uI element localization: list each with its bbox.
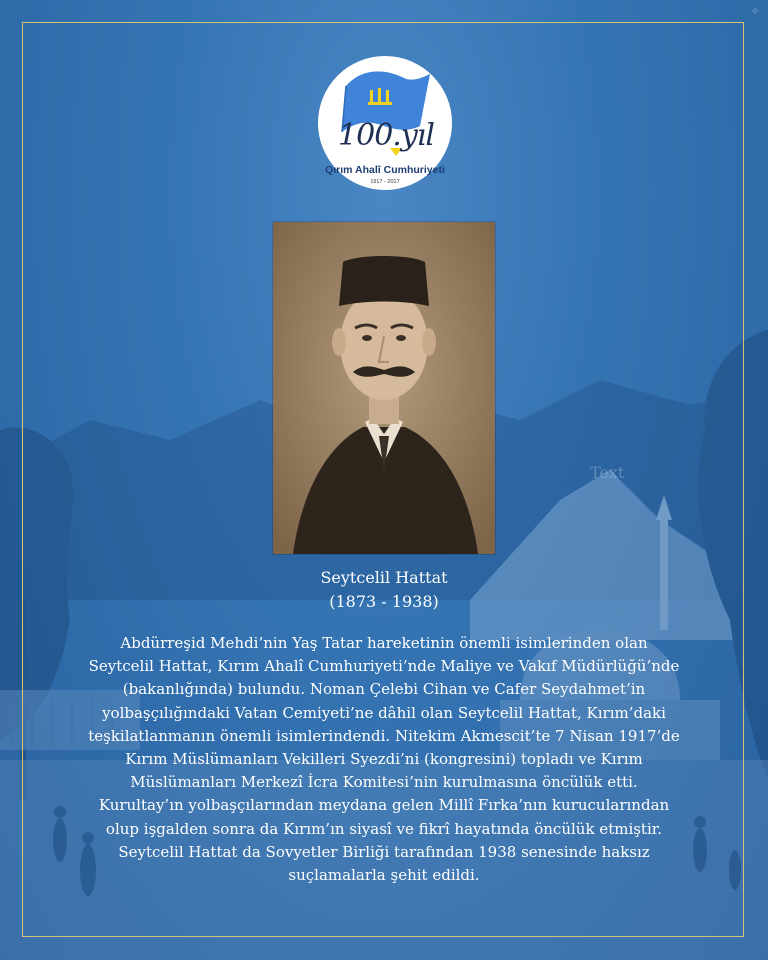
portrait-photo [273, 222, 495, 554]
corner-ornament-icon: ✧ [749, 4, 761, 18]
bio-line: Seytcelil Hattat, Kırım Ahalî Cumhuriyeti’nde Maliye ve Vakıf Müdürlüğü’nde [88, 657, 680, 676]
person-years: (1873 - 1938) [329, 592, 439, 611]
bio-line: Kurultay’ın yolbaşçılarından meydana gelen Millî Fırka’nın kurucularından [98, 796, 670, 815]
bio-line: Abdürreşid Mehdi’nin Yaş Tatar hareketinin önemli isimlerinden olan [120, 634, 648, 652]
biography-text [40, 632, 728, 887]
logo-name: Qırım Ahalî Cumhuriyeti [325, 164, 445, 176]
person-name: Seytcelil Hattat [320, 568, 448, 587]
bio-line: Seytcelil Hattat da Sovyetler Birliği tarafından 1938 senesinde haksız [118, 842, 650, 861]
bio-line: teşkilatlanmanın önemli isimlerindendi. Nitekim Akmescit’te 7 Nisan 1917’de [88, 726, 680, 745]
bio-line: Müslümanları Merkezî İcra Komitesi’nin kurulmasına öncülük etti. [130, 773, 638, 792]
bio-line: Kırım Müslümanları Vekilleri Syezdi’ni (kongresini) topladı ve Kırım [125, 750, 643, 769]
portrait-photo-icon [273, 222, 495, 554]
bio-line: yolbaşçılığındaki Vatan Cemiyeti’ne dâhil olan Seytcelil Hattat, Kırım’daki [102, 703, 666, 722]
portrait-caption [184, 566, 584, 614]
logo-year-text: 100.yıl [338, 118, 434, 153]
bio-line: suçlamalarla şehit edildi. [288, 866, 480, 885]
bio-line: (bakanlığında) bulundu. Noman Çelebi Cihan ve Cafer Seydahmet’in [122, 680, 646, 699]
bio-line: olup işgalden sonra da Kırım’ın siyasî ve fikrî hayatında öncülük etmiştir. [105, 819, 663, 838]
anniversary-logo [318, 56, 452, 190]
watermark-text: Text [590, 463, 625, 482]
logo-dates: 1917 - 2017 [370, 179, 400, 185]
